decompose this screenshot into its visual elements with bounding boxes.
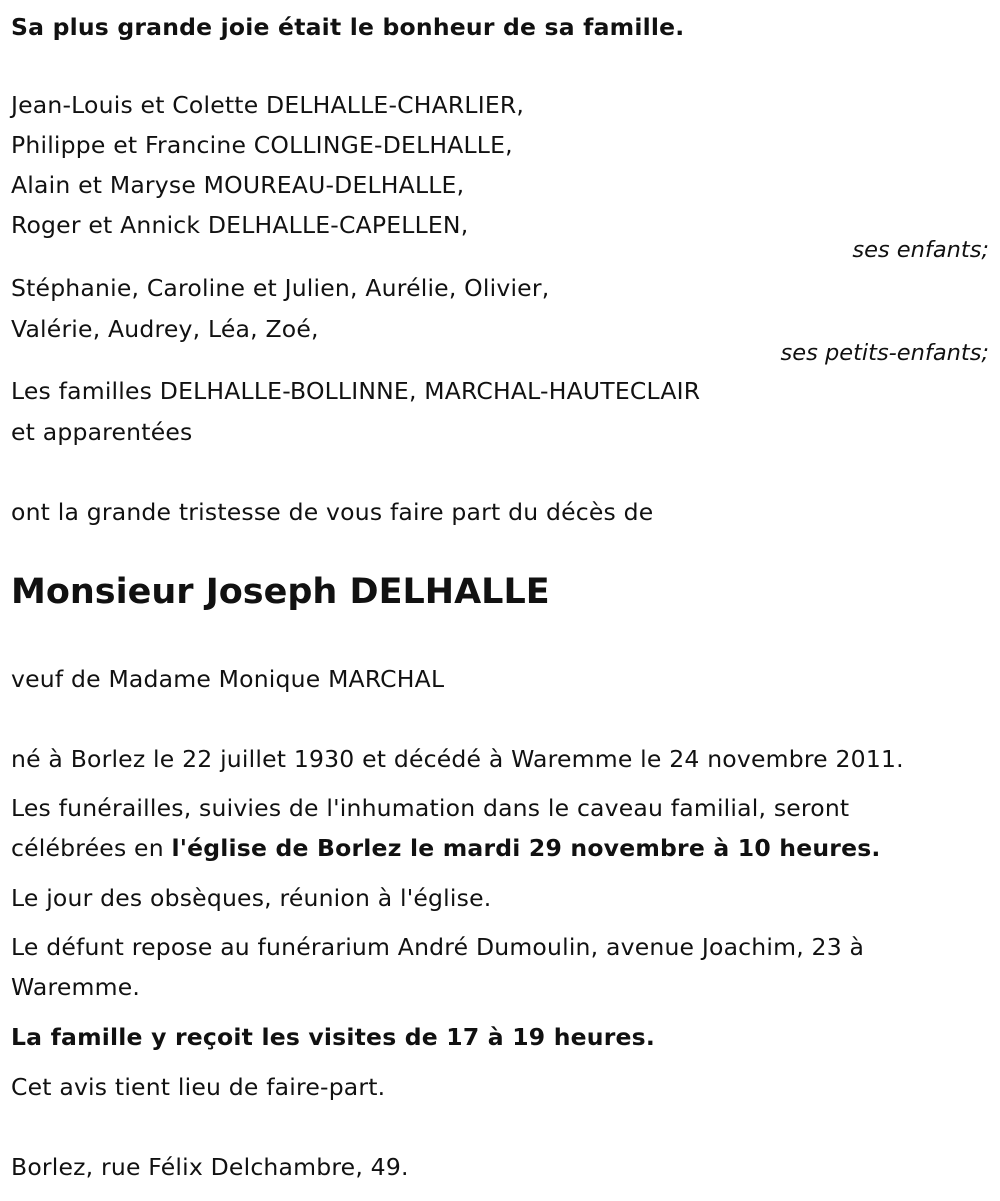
visits: La famille y reçoit les visites de 17 à 19 heures.: [11, 1023, 655, 1051]
notice: Cet avis tient lieu de faire-part.: [11, 1073, 386, 1101]
epigraph: Sa plus grande joie était le bonheur de sa famille.: [11, 13, 685, 41]
funeral-prefix: célébrées en: [11, 834, 172, 862]
grandchildren-label: ses petits-enfants;: [780, 340, 989, 366]
families-line: Les familles DELHALLE-BOLLINNE, MARCHAL-HAUTECLAIR: [11, 377, 701, 405]
funeral-line: Les funérailles, suivies de l'inhumation dans le caveau familial, seront: [11, 794, 850, 822]
grandchildren-line: Stéphanie, Caroline et Julien, Aurélie, Olivier,: [11, 274, 550, 302]
meeting: Le jour des obsèques, réunion à l'église.: [11, 884, 492, 912]
birth-death: né à Borlez le 22 juillet 1930 et décédé à Waremme le 24 novembre 2011.: [11, 745, 904, 773]
funeral-details: l'église de Borlez le mardi 29 novembre à 10 heures.: [171, 834, 881, 862]
children-line: Jean-Louis et Colette DELHALLE-CHARLIER,: [11, 91, 525, 119]
rests-line: Waremme.: [11, 973, 141, 1001]
widower-of: veuf de Madame Monique MARCHAL: [11, 665, 445, 693]
rests-line: Le défunt repose au funérarium André Dumoulin, avenue Joachim, 23 à: [11, 933, 865, 961]
families-line: et apparentées: [11, 418, 193, 446]
children-line: Roger et Annick DELHALLE-CAPELLEN,: [11, 211, 469, 239]
grandchildren-line: Valérie, Audrey, Léa, Zoé,: [11, 315, 319, 343]
address: Borlez, rue Félix Delchambre, 49.: [11, 1153, 409, 1181]
children-line: Alain et Maryse MOUREAU-DELHALLE,: [11, 171, 465, 199]
announcement: ont la grande tristesse de vous faire part du décès de: [11, 498, 654, 526]
children-label: ses enfants;: [852, 237, 989, 263]
children-line: Philippe et Francine COLLINGE-DELHALLE,: [11, 131, 513, 159]
funeral-line: [11, 833, 881, 863]
deceased-name: Monsieur Joseph DELHALLE: [11, 572, 550, 612]
